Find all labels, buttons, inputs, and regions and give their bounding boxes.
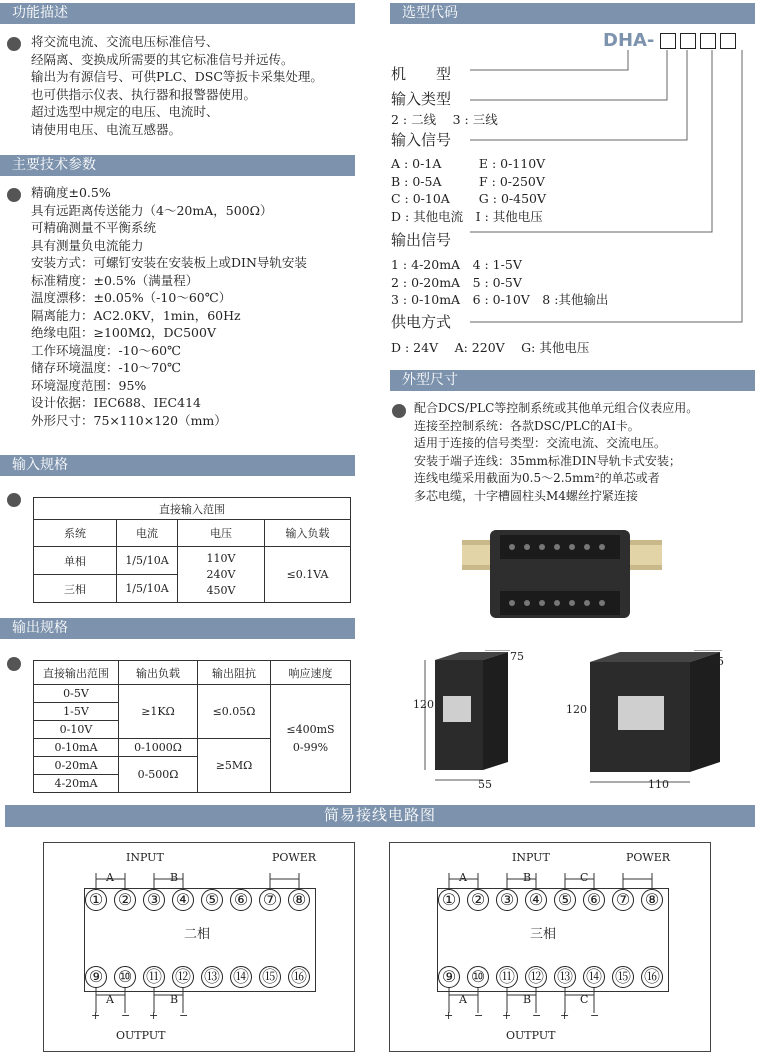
input-table-cell: 单相: [34, 547, 117, 575]
terminal-2: ②: [467, 889, 489, 911]
function-line: 将交流电流、交流电压标准信号、: [31, 34, 219, 49]
input-label: INPUT: [126, 851, 164, 864]
model-label-input-signal: 输入信号: [391, 131, 452, 149]
spec-line: 具有测量负电流能力: [31, 237, 144, 253]
input-table-cell: 1/5/10A: [117, 575, 178, 603]
power-label: POWER: [626, 851, 671, 864]
dimension-drawing-narrow: [415, 650, 515, 790]
power-label: POWER: [272, 851, 317, 864]
terminal-14: ⑭: [230, 966, 252, 988]
model-label-power: 供电方式: [391, 313, 452, 331]
output-range: 4-20mA: [34, 775, 119, 793]
dimension-line: 连线电缆采用截面为0.5～2.5mm²的单芯或者: [414, 471, 660, 485]
spec-line: 环境湿度范围：95%: [31, 377, 147, 393]
input-label: INPUT: [512, 851, 550, 864]
function-line: 经隔离、变换成所需要的其它标准信号并远传。: [31, 51, 294, 67]
terminal-4: ④: [525, 889, 547, 911]
output-speed: [271, 685, 351, 793]
spec-line: 安装方式：可螺钉安装在安装板上或DIN导轨安装: [31, 255, 307, 270]
terminal-3: ③: [496, 889, 518, 911]
output-table-header: 响应速度: [271, 661, 351, 685]
model-label-output-signal: 输出信号: [391, 231, 452, 249]
wiring-diagram-three-phase: [389, 842, 711, 1052]
terminal-8: ⑧: [288, 889, 310, 911]
terminal-7: ⑦: [259, 889, 281, 911]
dim-label: 120: [566, 703, 587, 716]
phase-c-label: C: [580, 871, 589, 884]
output-range: 0-10V: [34, 721, 119, 739]
bullet-icon: [392, 404, 406, 418]
dim-label: 110: [648, 778, 669, 791]
phase-a-label: A: [459, 871, 467, 884]
input-table-load: ≤0.1VA: [265, 547, 351, 603]
output-signal-line: 1 : 4-20mA 4 : 1-5V: [391, 257, 522, 272]
terminal-2: ②: [114, 889, 136, 911]
output-a-label: A: [459, 993, 467, 1006]
wiring-diagram-two-phase: [43, 842, 355, 1052]
bullet-icon: [7, 657, 21, 671]
spec-line: 具有远距离传送能力（4～20mA，500Ω）: [31, 202, 273, 218]
spec-line: 储存环境温度：-10～70℃: [31, 360, 182, 375]
input-spec-table: [33, 497, 351, 603]
function-line: 请使用电压、电流互感器。: [31, 121, 182, 137]
terminal-5: ⑤: [201, 889, 223, 911]
spec-line: 设计依据：IEC688、IEC414: [31, 395, 201, 410]
dim-label: 55: [478, 778, 492, 791]
dim-label: 75: [510, 650, 524, 663]
dimension-text: [414, 400, 698, 505]
output-impedance: ≤0.05Ω: [198, 685, 271, 739]
plus-sign: +: [502, 1009, 512, 1022]
terminal-6: ⑥: [230, 889, 252, 911]
model-prefix: DHA-: [603, 30, 655, 51]
minus-sign: −: [474, 1009, 484, 1022]
spec-line: 温度漂移：±0.05%（-10～60℃）: [31, 290, 232, 305]
model-code-connectors: [0, 0, 761, 340]
output-load: ≥1KΩ: [119, 685, 198, 739]
function-line: 输出为有源信号、可供PLC、DSC等扳卡采集处理。: [31, 69, 323, 84]
output-range: 0-20mA: [34, 757, 119, 775]
output-signal-line: 2 : 0-20mA 5 : 0-5V: [391, 274, 522, 290]
input-table-voltages: [178, 547, 265, 603]
terminal-10: ⑩: [467, 966, 489, 988]
output-load: 0-500Ω: [119, 757, 198, 793]
input-table-cell: 三相: [34, 575, 117, 603]
terminal-15: ⑮: [612, 966, 634, 988]
minus-sign: −: [121, 1009, 131, 1022]
spec-line: 隔离能力：AC2.0KV，1min，60Hz: [31, 307, 241, 323]
section-header-model: 选型代码: [390, 3, 755, 24]
module-name: 二相: [184, 927, 211, 942]
function-line: 也可供指示仪表、执行器和报警器使用。: [31, 86, 257, 102]
terminal-8: ⑧: [641, 889, 663, 911]
dimension-line: 连接至控制系统：各款DSC/PLC的AI卡。: [414, 418, 640, 433]
output-c-label: C: [580, 993, 589, 1006]
terminal-9: ⑨: [85, 966, 107, 988]
output-range: 0-5V: [34, 685, 119, 703]
terminal-13: ⑬: [201, 966, 223, 988]
module-name: 三相: [530, 927, 557, 942]
plus-sign: +: [560, 1009, 570, 1022]
phase-a-label: A: [106, 871, 114, 884]
input-signal-line: C : 0-10A G : 0-450V: [391, 191, 547, 206]
minus-sign: −: [532, 1009, 542, 1022]
terminal-4: ④: [172, 889, 194, 911]
output-table-header: 直接输出范围: [34, 661, 119, 685]
terminal-3: ③: [143, 889, 165, 911]
input-voltage: 110V: [206, 551, 236, 565]
dimension-line: 安装于端子连线：35mm标准DIN导轨卡式安装；: [414, 453, 681, 468]
input-signal-line: B : 0-5A F : 0-250V: [391, 173, 545, 189]
phase-b-label: B: [170, 871, 179, 884]
output-label: OUTPUT: [116, 1029, 166, 1042]
output-load: 0-1000Ω: [119, 739, 198, 757]
terminal-10: ⑩: [114, 966, 136, 988]
plus-sign: +: [91, 1009, 101, 1022]
terminal-12: ⑫: [525, 966, 547, 988]
output-a-label: A: [106, 993, 114, 1006]
terminal-5: ⑤: [554, 889, 576, 911]
output-label: OUTPUT: [506, 1029, 556, 1042]
terminal-16: ⑯: [288, 966, 310, 988]
phase-b-label: B: [523, 871, 532, 884]
input-voltage: 240V: [206, 567, 236, 581]
model-input-type-values: 2 : 二线 3 : 三线: [391, 112, 498, 127]
terminal-11: ⑪: [143, 966, 165, 988]
minus-sign: −: [590, 1009, 600, 1022]
dim-label: 120: [413, 698, 434, 711]
terminal-6: ⑥: [583, 889, 605, 911]
bullet-icon: [7, 493, 21, 507]
output-speed-line: 0-99%: [292, 740, 329, 754]
output-impedance: ≥5MΩ: [198, 739, 271, 793]
dimension-drawing-wide: [580, 650, 730, 790]
dimension-line: 适用于连接的信号类型：交流电流、交流电压。: [414, 436, 667, 450]
output-b-label: B: [170, 993, 179, 1006]
output-range: 0-10mA: [34, 739, 119, 757]
function-line: 超过选型中规定的电压、电流时、: [31, 104, 219, 119]
output-range: 1-5V: [34, 703, 119, 721]
terminal-1: ①: [438, 889, 460, 911]
minus-sign: −: [179, 1009, 189, 1022]
terminal-15: ⑮: [259, 966, 281, 988]
model-power-values: D : 24V A: 220V G: 其他电压: [391, 340, 590, 355]
spec-line: 工作环境温度：-10～60℃: [31, 342, 182, 358]
terminal-9: ⑨: [438, 966, 460, 988]
spec-line: 外形尺寸：75×110×120（mm）: [31, 412, 227, 428]
product-photo-rail: [462, 525, 662, 620]
output-b-label: B: [523, 993, 532, 1006]
section-header-wiring: 简易接线电路图: [5, 805, 755, 827]
section-header-function: 功能描述: [0, 3, 355, 24]
spec-line: 绝缘电阻：≥100MΩ，DC500V: [31, 325, 216, 340]
terminal-13: ⑬: [554, 966, 576, 988]
terminal-16: ⑯: [641, 966, 663, 988]
section-header-dimensions: 外型尺寸: [390, 370, 755, 391]
output-spec-table: [33, 660, 351, 793]
input-table-header: 系统: [34, 520, 117, 547]
output-table-header: 输出阻抗: [198, 661, 271, 685]
terminal-12: ⑫: [172, 966, 194, 988]
terminal-14: ⑭: [583, 966, 605, 988]
wiring-leads: [390, 843, 710, 1051]
output-signal-line: 3 : 0-10mA 6 : 0-10V 8 :其他输出: [391, 292, 609, 307]
plus-sign: +: [444, 1009, 454, 1022]
input-table-header: 电压: [178, 520, 265, 547]
section-header-output-spec: 输出规格: [0, 618, 355, 639]
input-signal-line: A : 0-1A E : 0-110V: [391, 156, 546, 171]
plus-sign: +: [149, 1009, 159, 1022]
dim-label: 75: [710, 655, 724, 668]
model-label-machine: 机 型: [391, 65, 452, 83]
section-header-input-spec: 输入规格: [0, 455, 355, 476]
model-output-signal-values: [391, 256, 608, 309]
input-table-cell: 1/5/10A: [117, 547, 178, 575]
model-label-input-type: 输入类型: [391, 90, 452, 108]
input-table-title: 直接输入范围: [34, 498, 351, 520]
terminal-1: ①: [85, 889, 107, 911]
terminal-11: ⑪: [496, 966, 518, 988]
dimension-line: 配合DCS/PLC等控制系统或其他单元组合仪表应用。: [414, 401, 699, 415]
input-signal-line: D : 其他电流 I : 其他电压: [391, 208, 543, 224]
terminal-7: ⑦: [612, 889, 634, 911]
input-table-header: 输入负载: [265, 520, 351, 547]
spec-line: 标准精度：±0.5%（满量程）: [31, 272, 199, 288]
spec-line: 可精确测量不平衡系统: [31, 220, 157, 235]
output-table-header: 输出负载: [119, 661, 198, 685]
section-header-specs: 主要技术参数: [0, 155, 355, 176]
dimension-line: 多芯电缆，十字槽圆柱头M4螺丝拧紧连接: [414, 488, 638, 503]
input-table-header: 电流: [117, 520, 178, 547]
spec-line: 精确度±0.5%: [31, 185, 111, 200]
model-input-signal-values: [391, 155, 546, 225]
input-voltage: 450V: [206, 583, 236, 597]
output-speed-line: ≤400mS: [286, 722, 335, 736]
